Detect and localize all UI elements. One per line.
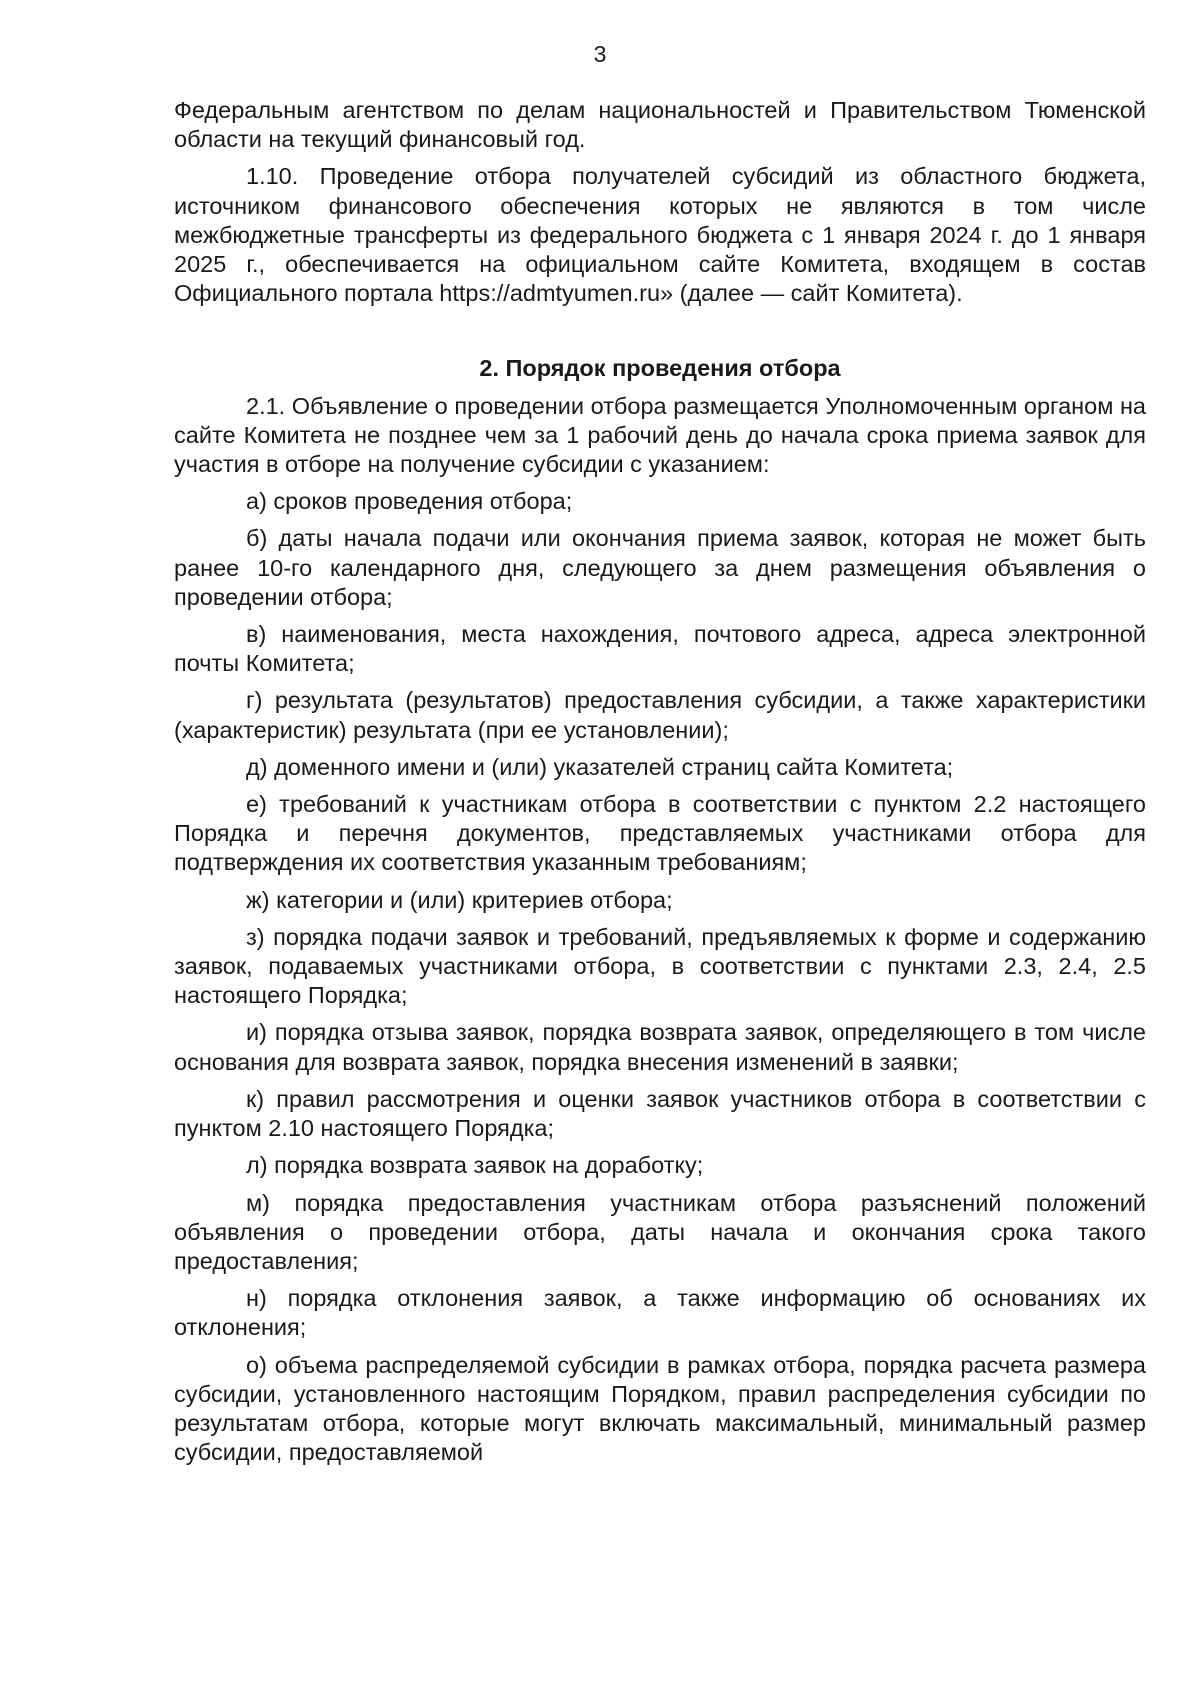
list-item-m: м) порядка предоставления участникам отбора разъяснений положений объявления о проведении отбора, даты начала и окончания срока такого предоставления; bbox=[174, 1189, 1146, 1274]
paragraph-continuation: Федеральным агентством по делам национальностей и Правительством Тюменской области на текущий финансовый год. bbox=[174, 97, 1146, 153]
list-item-i: и) порядка отзыва заявок, порядка возврата заявок, определяющего в том числе основания для возврата заявок, порядка внесения изменений в заявки; bbox=[174, 1019, 1146, 1075]
list-item-k: к) правил рассмотрения и оценки заявок участников отбора в соответствии с пунктом 2.10 настоящего Порядка; bbox=[174, 1085, 1146, 1142]
list-item-g: г) результата (результатов) предоставления субсидии, а также характеристики (характеристик) результата (при ее установлении); bbox=[174, 687, 1146, 743]
list-item-a: а) сроков проведения отбора; bbox=[246, 488, 573, 515]
section-heading: 2. Порядок проведения отбора bbox=[479, 355, 841, 382]
page-number: 3 bbox=[593, 41, 607, 67]
list-item-o: о) объема распределяемой субсидии в рамках отбора, порядка расчета размера субсидии, установленного настоящим Порядком, правил распределения субсидии по результатам отбора, которые могут включать максимальный, минимальный размер субсидии, предоставляемой bbox=[174, 1351, 1146, 1466]
list-item-zh: ж) категории и (или) критериев отбора; bbox=[246, 886, 673, 913]
list-item-n: н) порядка отклонения заявок, а также информацию об основаниях их отклонения; bbox=[174, 1285, 1146, 1341]
document-body bbox=[174, 96, 1146, 1475]
paragraph-1-10: 1.10. Проведение отбора получателей субсидий из областного бюджета, источником финансового обеспечения которых не являются в том числе межбюджетные трансферты из федерального бюджета с 1 января 2024 г. до 1 января 2025 г., обеспечивается на официальном сайте Комитета, входящем в состав Официального портала https://admtyumen.ru» (далее — сайт Комитета). bbox=[174, 163, 1146, 307]
list-item-l: л) порядка возврата заявок на доработку; bbox=[246, 1152, 704, 1179]
list-item-e: е) требований к участникам отбора в соответствии с пунктом 2.2 настоящего Порядка и перечня документов, представляемых участниками отбора для подтверждения их соответствия указанным требованиям; bbox=[174, 791, 1146, 876]
list-item-v: в) наименования, места нахождения, почтового адреса, адреса электронной почты Комитета; bbox=[174, 621, 1146, 677]
paragraph-2-1: 2.1. Объявление о проведении отбора размещается Уполномоченным органом на сайте Комитета не позднее чем за 1 рабочий день до начала срока приема заявок для участия в отборе на получение субсидии с указанием: bbox=[174, 392, 1146, 478]
list-item-d: д) доменного имени и (или) указателей страниц сайта Комитета; bbox=[246, 753, 954, 780]
list-item-b: б) даты начала подачи или окончания приема заявок, которая не может быть ранее 10-го календарного дня, следующего за днем размещения объявления о проведении отбора; bbox=[174, 525, 1146, 610]
list-item-z: з) порядка подачи заявок и требований, предъявляемых к форме и содержанию заявок, подаваемых участниками отбора, в соответствии с пунктами 2.3, 2.4, 2.5 настоящего Порядка; bbox=[174, 923, 1146, 1009]
